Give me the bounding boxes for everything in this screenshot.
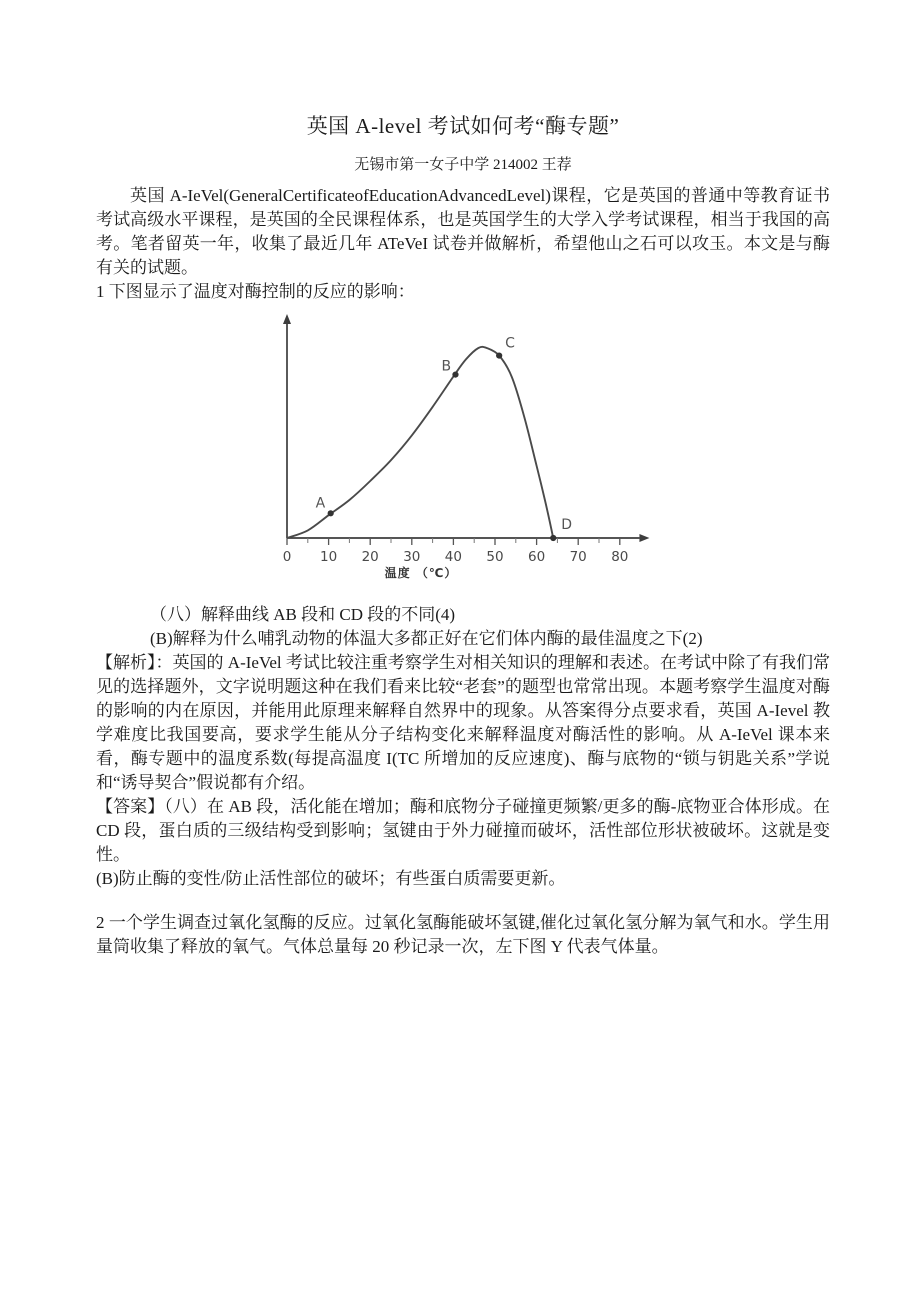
point-d-label: D — [561, 517, 573, 533]
x-tick-label: 80 — [611, 549, 629, 565]
x-tick-label: 30 — [403, 549, 421, 565]
doc-title: 英国 A-level 考试如何考“酶专题” — [306, 114, 620, 138]
answer-label: 【答案】 — [96, 797, 165, 816]
point-d-dot — [550, 535, 556, 541]
question1-item-a: （八）解释曲线 AB 段和 CD 段的不同(4) — [150, 605, 456, 624]
point-c-dot — [496, 353, 502, 359]
intro-paragraph: 英国 A-IeVel(GeneralCertificateofEducationAdvancedLevel)课程，它是英国的普通中等教育证书考试高级水平课程，是英国的全民课程体系，也是英国学生的大学入学考试课程，相当于我国的高考。笔者留英一年，收集了最近几年 ATeVeI 试卷并做解析，希望他山之石可以攻玉。本文是与酶有关的试题。 — [96, 186, 830, 277]
answer-a-text: （八）在 AB 段，活化能在增加；酶和底物分子碰撞更频繁/更多的酶-底物亚合体形成。在 CD 段，蛋白质的三级结构受到影响；氢键由于外力碰撞而破坏，活性部位形状被破坏。这就是变性。 — [96, 797, 831, 864]
x-tick-label: 60 — [528, 549, 546, 565]
y-axis-arrow — [283, 314, 291, 324]
x-axis-title: 温度 （℃） — [384, 566, 458, 580]
point-b-dot — [452, 372, 458, 378]
point-a-dot — [328, 510, 334, 516]
reaction-rate-curve — [287, 347, 553, 538]
x-axis-arrow — [639, 534, 649, 542]
question2-paragraph: 2 一个学生调查过氧化氢酶的反应。过氧化氢酶能破坏氢键,催化过氧化氢分解为氧气和水。学生用量筒收集了释放的氧气。气体总量每 20 秒记录一次，左下图 Y 代表气体量。 — [96, 913, 830, 956]
x-tick-label: 0 — [282, 549, 292, 565]
enzyme-temperature-chart — [281, 310, 663, 594]
point-b-label: B — [441, 358, 452, 375]
analysis-text: 英国的 A-IeVel 考试比较注重考察学生对相关知识的理解和表述。在考试中除了有我们常见的选择题外，文字说明题这种在我们看来比较“老套”的题型也常常出现。本题考察学生温度对酶的影响的内在原因，并能用此原理来解释自然界中的现象。从答案得分点要求看，英国 A-Ievel 教学难度比我国要高，要求学生能从分子结构变化来解释温度对酶活性的影响。从 A-IeVel 课本来看，酶专题中的温度系数(每提高温度 I(TC 所增加的反应速度)、酶与底物的“锁与钥匙关系”学说和“诱导契合”假说都有介绍。 — [96, 653, 830, 792]
point-c-label: C — [505, 335, 515, 352]
x-tick-label: 20 — [361, 549, 379, 565]
question1-item-b: (B)解释为什么哺乳动物的体温大多都正好在它们体内酶的最佳温度之下(2) — [150, 629, 703, 648]
doc-author-line: 无锡市第一女子中学 214002 王荐 — [354, 157, 572, 173]
x-tick-label: 50 — [486, 549, 504, 565]
enzyme-temperature-chart-svg — [281, 310, 663, 594]
point-a-label: A — [315, 495, 326, 512]
x-tick-label: 70 — [569, 549, 587, 565]
analysis-label: 【解析】： — [96, 653, 173, 672]
analysis-paragraph — [96, 651, 830, 795]
x-tick-label: 10 — [320, 549, 338, 565]
document-content — [96, 110, 830, 959]
answer-paragraph — [96, 795, 830, 867]
x-tick-label: 40 — [444, 549, 462, 565]
answer-b-line: (B)防止酶的变性/防止活性部位的破坏；有些蛋白质需要更新。 — [96, 869, 566, 888]
question1-lead: 1 下图显示了温度对酶控制的反应的影响： — [96, 282, 415, 301]
